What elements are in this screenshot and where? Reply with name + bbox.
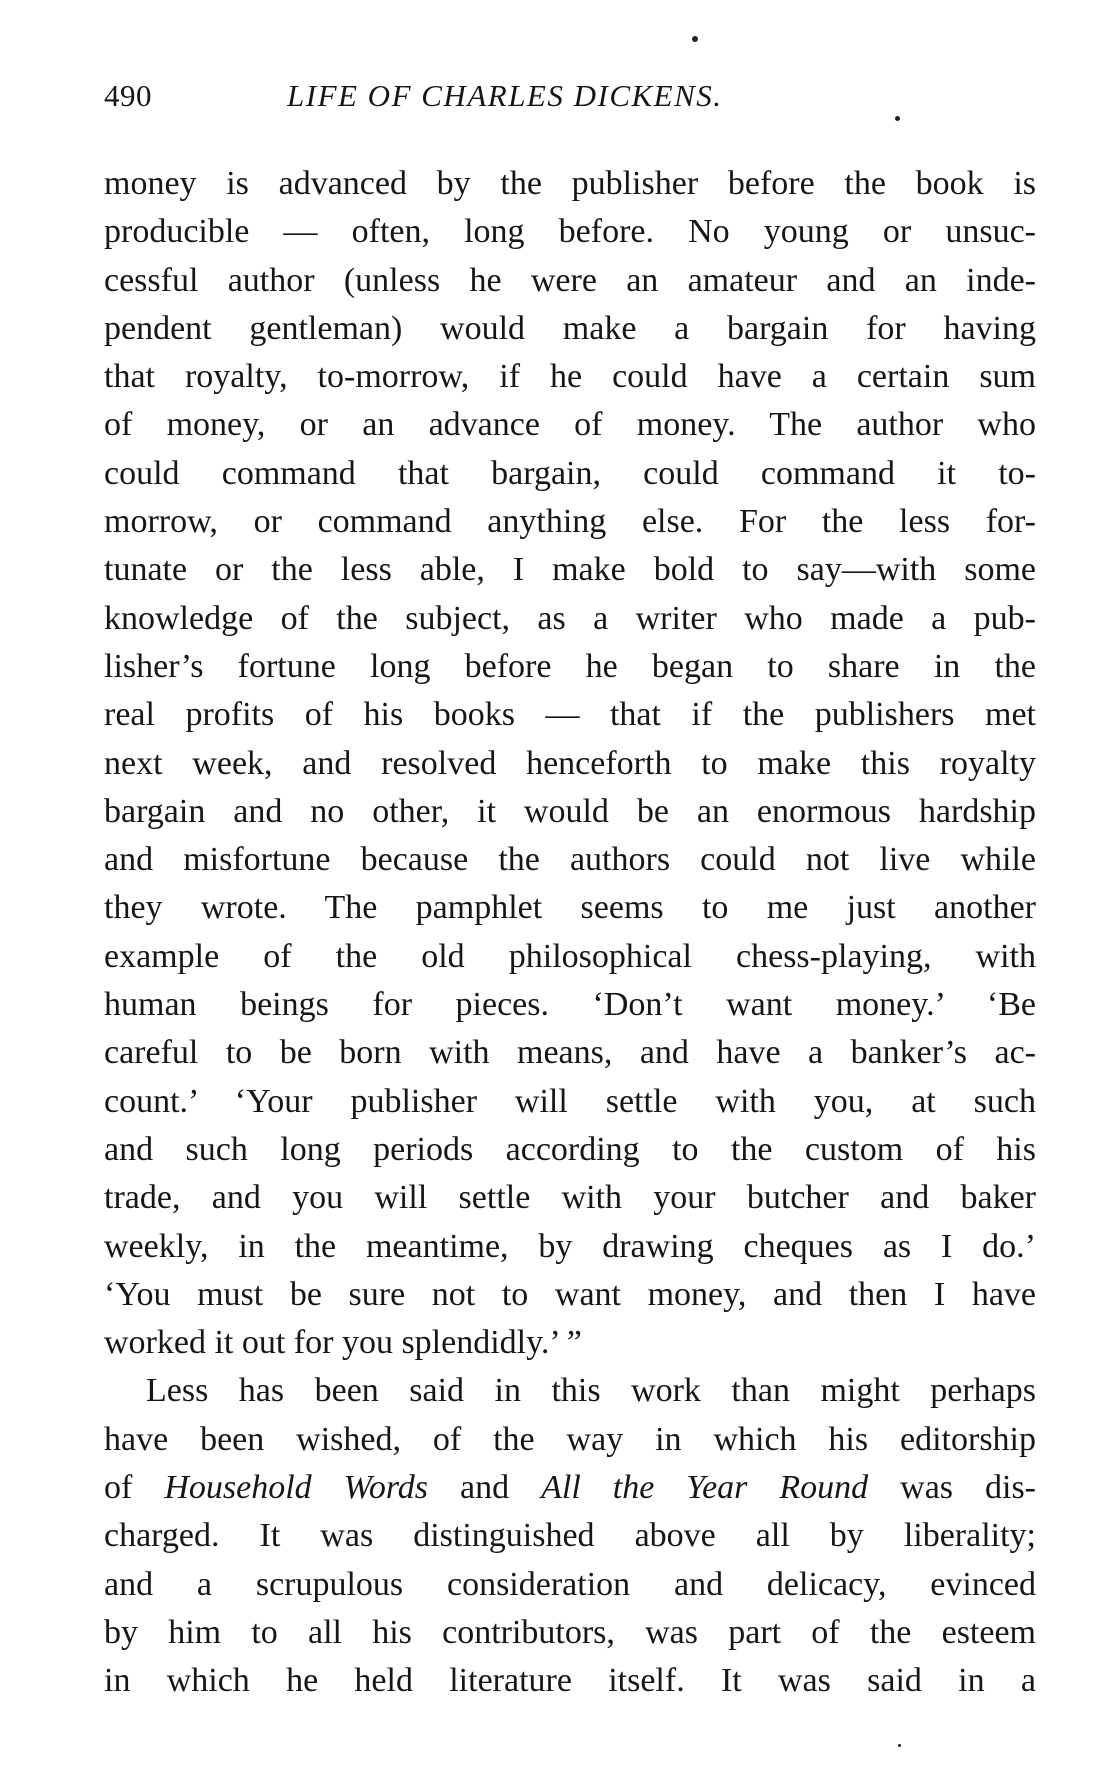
print-speck bbox=[692, 36, 698, 42]
text-line: trade, and you will settle with your butcher and baker bbox=[104, 1179, 1036, 1217]
text-line: by him to all his contributors, was part of the esteem bbox=[104, 1613, 1036, 1651]
text-line: lisher’s fortune long before he began to share in the bbox=[104, 647, 1036, 685]
print-speck bbox=[898, 1744, 901, 1747]
text-fragment: of bbox=[104, 1469, 165, 1507]
text-line: morrow, or command anything else. For the less for- bbox=[104, 503, 1036, 541]
text-line: tunate or the less able, I make bold to say—with some bbox=[104, 551, 1036, 589]
text-line: charged. It was distinguished above all by liberality; bbox=[104, 1517, 1036, 1555]
text-line: real profits of his books — that if the publishers met bbox=[104, 696, 1036, 734]
text-line: of money, or an advance of money. The author who bbox=[104, 406, 1036, 444]
text-line: worked it out for you splendidly.’ ” bbox=[104, 1324, 582, 1362]
body-text bbox=[104, 160, 1036, 1706]
text-fragment: was dis- bbox=[868, 1469, 1037, 1507]
text-fragment: and bbox=[428, 1469, 542, 1507]
text-line: have been wished, of the way in which his editorship bbox=[104, 1420, 1036, 1458]
paragraph-2 bbox=[104, 1367, 1036, 1705]
text-line-with-titles bbox=[104, 1464, 1036, 1512]
text-line: human beings for pieces. ‘Don’t want money.’ ‘Be bbox=[104, 986, 1036, 1024]
text-line: careful to be born with means, and have a banker’s ac- bbox=[104, 1034, 1036, 1072]
text-line: could command that bargain, could command it to- bbox=[104, 454, 1036, 492]
text-line: pendent gentleman) would make a bargain for having bbox=[104, 309, 1036, 347]
text-line: bargain and no other, it would be an enormous hardship bbox=[104, 792, 1036, 830]
print-speck bbox=[895, 116, 900, 121]
text-line: count.’ ‘Your publisher will settle with you, at such bbox=[104, 1082, 1036, 1120]
text-line: and a scrupulous consideration and delicacy, evinced bbox=[104, 1565, 1036, 1603]
text-line: Less has been said in this work than might perhaps bbox=[146, 1372, 1036, 1410]
text-line: they wrote. The pamphlet seems to me just another bbox=[104, 889, 1036, 927]
text-line: example of the old philosophical chess-playing, with bbox=[104, 937, 1036, 975]
text-line: ‘You must be sure not to want money, and then I have bbox=[104, 1275, 1036, 1313]
text-line: next week, and resolved henceforth to make this royalty bbox=[104, 744, 1036, 782]
text-line: weekly, in the meantime, by drawing cheques as I do.’ bbox=[104, 1227, 1036, 1265]
text-line: that royalty, to-morrow, if he could have a certain sum bbox=[104, 358, 1036, 396]
text-line: cessful author (unless he were an amateur and an inde- bbox=[104, 261, 1036, 299]
periodical-title: All the Year Round bbox=[541, 1469, 869, 1507]
running-header bbox=[104, 78, 1034, 118]
running-title: LIFE OF CHARLES DICKENS. bbox=[287, 78, 723, 113]
paragraph-1 bbox=[104, 160, 1036, 1367]
text-line: knowledge of the subject, as a writer who made a pub- bbox=[104, 599, 1036, 637]
text-line: and misfortune because the authors could not live while bbox=[104, 841, 1036, 879]
text-line: money is advanced by the publisher before the book is bbox=[104, 165, 1036, 202]
text-line: and such long periods according to the custom of his bbox=[104, 1130, 1036, 1168]
page-number: 490 bbox=[104, 78, 152, 113]
text-line: producible — often, long before. No young or unsuc- bbox=[104, 213, 1036, 251]
periodical-title: Household Words bbox=[164, 1469, 429, 1507]
text-line: in which he held literature itself. It was said in a bbox=[104, 1662, 1036, 1700]
